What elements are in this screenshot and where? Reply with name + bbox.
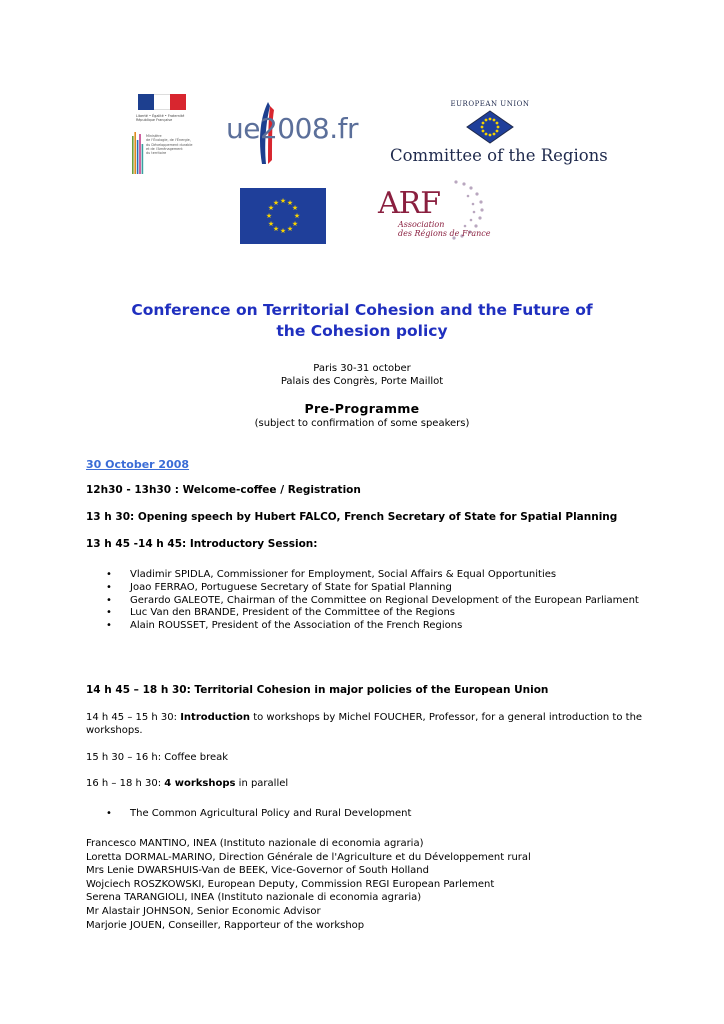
agenda-opening: 13 h 30: Opening speech by Hubert FALCO, French Secretary of State for Spatial Planning <box>86 511 618 523</box>
svg-text:★: ★ <box>279 197 287 205</box>
svg-text:★: ★ <box>291 204 299 212</box>
agenda-welcome: 12h30 - 13h30 : Welcome-coffee / Registration <box>86 484 361 496</box>
svg-text:★: ★ <box>291 220 299 228</box>
agenda-workshops: 16 h – 18 h 30: 4 workshops in parallel <box>86 778 289 789</box>
agenda-intro-session: 13 h 45 -14 h 45: Introductory Session: <box>86 538 318 550</box>
programme-subtitle: (subject to confirmation of some speakers) <box>254 418 470 429</box>
date-heading[interactable]: 30 October 2008 <box>86 458 190 471</box>
ministry-name: Ministère de l'Écologie, de l'Énergie, du Développement durable et de l'Aménagement du territoire <box>146 134 193 156</box>
cor-emblem-icon <box>466 110 514 144</box>
speakers-list <box>86 569 646 633</box>
list-item: • The Common Agricultural Policy and Rural Development <box>86 808 646 821</box>
list-item: Serena TARANGIOLI, INEA (Instituto nazionale di economia agraria) <box>86 892 422 904</box>
list-item: • Alain ROUSSET, President of the Association of the French Regions <box>86 620 646 633</box>
agenda-territorial-cohesion: 14 h 45 – 18 h 30: Territorial Cohesion in major policies of the European Union <box>86 684 549 696</box>
list-item: Francesco MANTINO, INEA (Instituto nazionale di economia agraria) <box>86 838 424 849</box>
list-item: • Joao FERRAO, Portuguese Secretary of State for Spatial Planning <box>86 582 646 595</box>
workshop-list <box>86 808 646 821</box>
svg-text:★: ★ <box>265 212 273 220</box>
committee-of-regions-logo <box>390 100 608 170</box>
conference-title: Conference on Territorial Cohesion and the Future of the Cohesion policy <box>131 301 593 340</box>
agenda-coffee-break: 15 h 30 – 16 h: Coffee break <box>86 752 229 763</box>
svg-text:★: ★ <box>279 227 287 235</box>
list-item: Mr Alastair JOHNSON, Senior Economic Advisor <box>86 905 321 917</box>
svg-text:★: ★ <box>286 199 294 207</box>
ministry-bars-icon <box>132 132 144 174</box>
svg-text:★: ★ <box>293 212 301 220</box>
list-item: Marjorie JOUEN, Conseiller, Rapporteur of the workshop <box>86 919 365 931</box>
eu-flag-icon <box>240 188 326 244</box>
svg-text:★: ★ <box>267 204 275 212</box>
ue2008-logo <box>226 100 386 172</box>
programme-title: Pre-Programme <box>304 401 420 416</box>
french-flag-icon <box>138 94 186 110</box>
workshop-participants <box>86 837 666 932</box>
conference-place: Paris 30-31 october Palais des Congrès, Porte Maillot <box>280 363 444 387</box>
svg-text:★: ★ <box>272 225 280 233</box>
french-government-logo <box>132 92 194 174</box>
cor-eu-label: EUROPEAN UNION <box>450 100 530 108</box>
list-item: • Vladimir SPIDLA, Commissioner for Employment, Social Affairs & Equal Opportunities <box>86 569 646 582</box>
list-item: Wojciech ROSZKOWSKI, European Deputy, Commission REGI European Parlement <box>86 878 495 890</box>
arf-logo <box>376 176 494 248</box>
svg-text:★: ★ <box>286 225 294 233</box>
agenda-introduction: 14 h 45 – 15 h 30: Introduction to workshops by Michel FOUCHER, Professor, for a general introduction to the workshops. <box>86 712 643 736</box>
ue2008-text: ue2008.fr <box>226 112 358 145</box>
list-item: • Gerardo GALEOTE, Chairman of the Committee on Regional Development of the European Parliament <box>86 595 646 608</box>
list-item: Loretta DORMAL-MARINO, Direction Générale de l'Agriculture et du Développement rural <box>86 851 531 863</box>
svg-text:★: ★ <box>272 199 280 207</box>
svg-text:★: ★ <box>267 220 275 228</box>
list-item: Mrs Lenie DWARSHUIS-Van de BEEK, Vice-Governor of South Holland <box>86 865 429 877</box>
french-motto: Liberté • Égalité • Fraternité République Française <box>136 114 185 123</box>
arf-letters: ARF <box>378 186 441 221</box>
cor-name: Committee of the Regions <box>390 146 608 165</box>
arf-full-name: Association des Régions de France <box>398 220 491 238</box>
list-item: • Luc Van den BRANDE, President of the Committee of the Regions <box>86 607 646 620</box>
